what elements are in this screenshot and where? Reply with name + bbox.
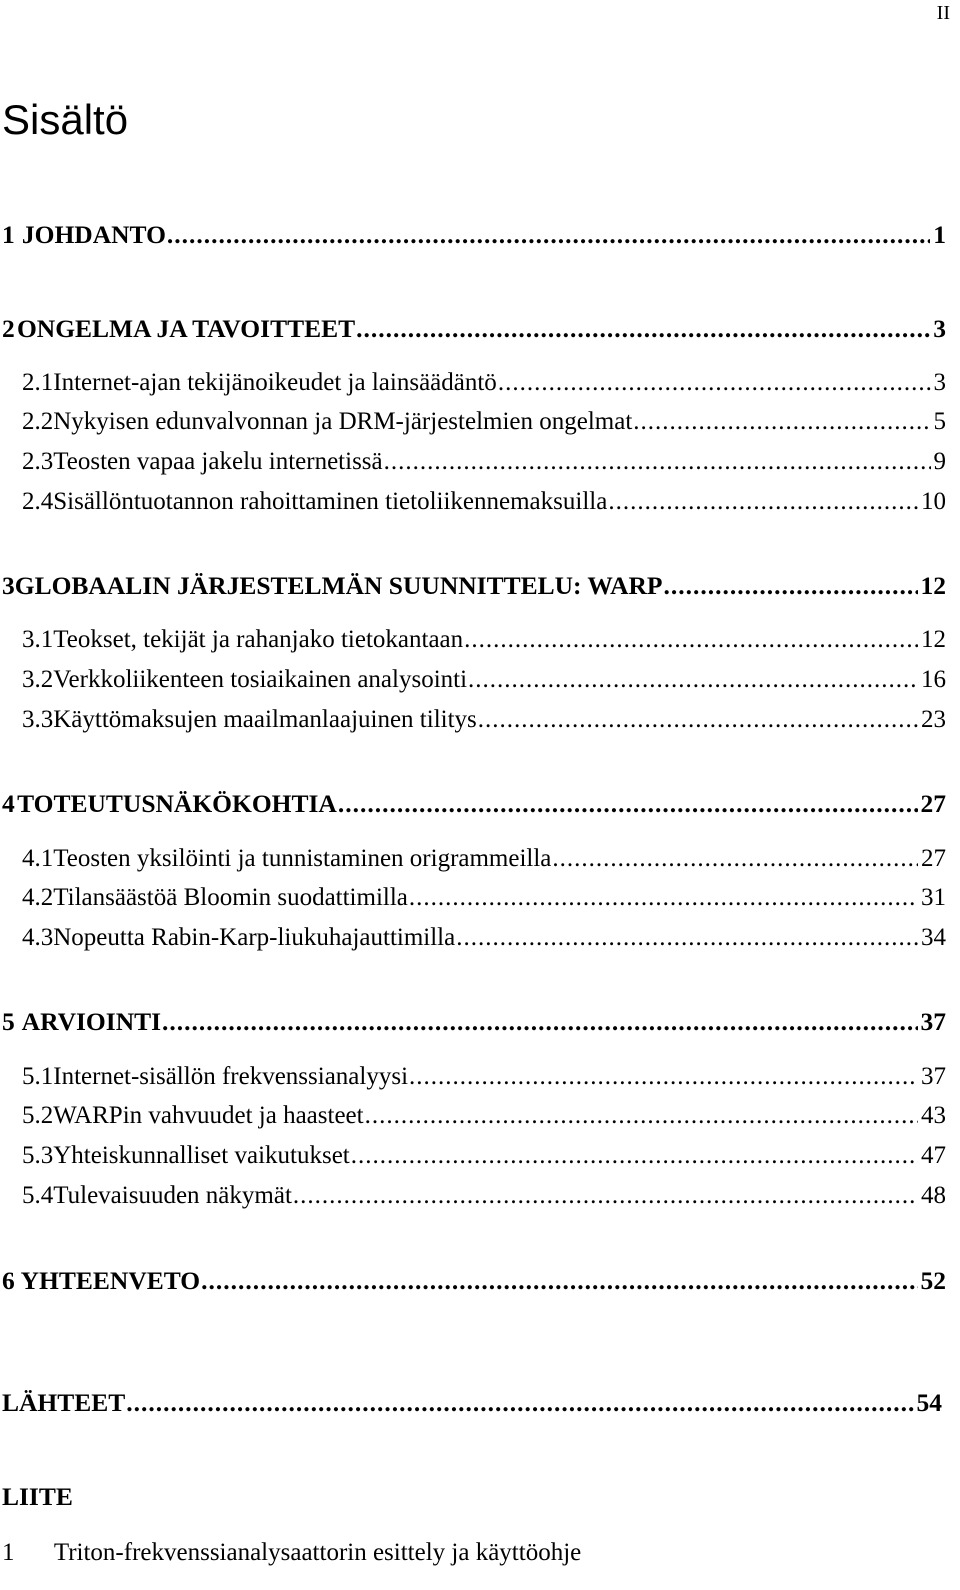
dot-leader — [384, 445, 931, 479]
toc-entry-chapter-5[interactable] — [2, 1005, 946, 1039]
toc-label: Tilansäästöä Bloomin suodattimilla — [53, 884, 408, 911]
toc-page: 27 — [920, 789, 946, 818]
toc-entry-section-2-2[interactable] — [22, 405, 946, 439]
toc-page: 3 — [933, 314, 946, 343]
dot-leader — [468, 663, 918, 697]
toc-page: 12 — [921, 626, 946, 653]
toc-number: 2.2 — [22, 408, 54, 435]
dot-leader — [409, 881, 918, 915]
toc-entry-section-4-3[interactable] — [22, 921, 946, 955]
toc-number: 4 — [2, 789, 15, 818]
toc-entry-section-5-2[interactable] — [22, 1099, 946, 1133]
toc-number: 2.4 — [22, 488, 54, 515]
toc-entry-chapter-4[interactable] — [2, 787, 946, 821]
toc-label: LÄHTEET — [2, 1388, 126, 1417]
toc-page: 5 — [933, 408, 946, 435]
toc-number: 5.4 — [22, 1182, 54, 1209]
toc-number: 1 — [2, 1539, 15, 1566]
dot-leader — [126, 1386, 913, 1420]
toc-page: 3 — [933, 369, 946, 396]
toc-label: Sisällöntuotannon rahoittaminen tietoliikennemaksuilla — [53, 488, 608, 515]
dot-leader — [409, 1060, 918, 1094]
toc-label: JOHDANTO — [21, 220, 166, 249]
toc-entry-section-2-1[interactable] — [22, 366, 946, 400]
toc-page: 23 — [921, 706, 946, 733]
toc-number: 1 — [2, 220, 15, 249]
toc-number: 6 — [2, 1266, 15, 1295]
dot-leader — [608, 485, 918, 519]
toc-label: Internet-sisällön frekvenssianalyysi — [53, 1063, 409, 1090]
toc-number: 2.1 — [22, 369, 54, 396]
dot-leader — [338, 787, 918, 821]
toc-entry-section-4-1[interactable] — [22, 842, 946, 876]
toc-entry-section-3-1[interactable] — [22, 623, 946, 657]
toc-label: Nopeutta Rabin-Karp-liukuhajauttimilla — [53, 924, 456, 951]
toc-entry-chapter-1[interactable] — [2, 218, 946, 252]
toc-label: Teosten yksilöinti ja tunnistaminen origrammeilla — [53, 845, 552, 872]
toc-label: Verkkoliikenteen tosiaikainen analysointi — [53, 666, 468, 693]
dot-leader — [351, 1139, 918, 1173]
toc-page: 31 — [921, 884, 946, 911]
toc-label: Käyttömaksujen maailmanlaajuinen tilitys — [53, 706, 477, 733]
toc-label: ARVIOINTI — [21, 1007, 162, 1036]
dot-leader — [293, 1179, 918, 1213]
toc-entry-section-2-3[interactable] — [22, 445, 946, 479]
toc-page: 37 — [920, 1007, 946, 1036]
toc-entry-section-3-3[interactable] — [22, 703, 946, 737]
toc-page: 52 — [920, 1266, 946, 1295]
dot-leader — [167, 218, 930, 252]
toc-page: 54 — [916, 1388, 942, 1417]
toc-page: 10 — [921, 488, 946, 515]
dot-leader — [356, 312, 930, 346]
dot-leader — [664, 569, 918, 603]
toc-number: 4.1 — [22, 845, 54, 872]
dot-leader — [552, 842, 918, 876]
toc-label: Teokset, tekijät ja rahanjako tietokantaan — [53, 626, 464, 653]
toc-entry-section-2-4[interactable] — [22, 485, 946, 519]
toc-entry-section-5-1[interactable] — [22, 1060, 946, 1094]
toc-label: Triton-frekvenssianalysaattorin esittely ja käyttöohje — [53, 1539, 582, 1566]
toc-page: 1 — [933, 220, 946, 249]
page-title: Sisältö — [2, 96, 129, 143]
toc-page: 12 — [920, 571, 946, 600]
toc-label: YHTEENVETO — [20, 1266, 201, 1295]
toc-page: 16 — [921, 666, 946, 693]
dot-leader — [162, 1005, 917, 1039]
toc-number: 2.3 — [22, 448, 54, 475]
toc-page: 47 — [921, 1142, 946, 1169]
toc-entry-section-5-4[interactable] — [22, 1179, 946, 1213]
toc-page: 43 — [921, 1102, 946, 1129]
toc-label: WARPin vahvuudet ja haasteet — [53, 1102, 364, 1129]
toc-number: 5 — [2, 1007, 15, 1036]
toc-number: 4.3 — [22, 924, 54, 951]
toc-entry-appendix-1[interactable] — [2, 1536, 581, 1570]
dot-leader — [478, 703, 918, 737]
toc-label: Tulevaisuuden näkymät — [53, 1182, 292, 1209]
toc-number: 5.2 — [22, 1102, 54, 1129]
toc-label: GLOBAALIN JÄRJESTELMÄN SUUNNITTELU: WARP — [14, 571, 663, 600]
toc-entry-references[interactable] — [2, 1386, 942, 1420]
dot-leader — [633, 405, 930, 439]
dot-leader — [201, 1264, 917, 1298]
page-number: II — [936, 2, 950, 24]
appendix-heading: LIITE — [2, 1482, 73, 1511]
toc-entry-section-4-2[interactable] — [22, 881, 946, 915]
toc-label: Yhteiskunnalliset vaikutukset — [53, 1142, 350, 1169]
dot-leader — [456, 921, 918, 955]
toc-page: 27 — [921, 845, 946, 872]
toc-label: TOTEUTUSNÄKÖKOHTIA — [17, 789, 337, 818]
toc-entry-chapter-2[interactable] — [2, 312, 946, 346]
toc-entry-section-5-3[interactable] — [22, 1139, 946, 1173]
toc-number: 3.3 — [22, 706, 54, 733]
toc-entry-chapter-3[interactable] — [2, 569, 946, 603]
toc-page: 9 — [933, 448, 946, 475]
dot-leader — [464, 623, 918, 657]
toc-page: 34 — [921, 924, 946, 951]
toc-number: 5.3 — [22, 1142, 54, 1169]
toc-label: Teosten vapaa jakelu internetissä — [53, 448, 383, 475]
toc-number: 3 — [2, 571, 15, 600]
dot-leader — [365, 1099, 918, 1133]
toc-number: 5.1 — [22, 1063, 54, 1090]
toc-label: Internet-ajan tekijänoikeudet ja lainsäädäntö — [53, 369, 497, 396]
toc-number: 2 — [2, 314, 15, 343]
toc-entry-section-3-2[interactable] — [22, 663, 946, 697]
toc-label: ONGELMA JA TAVOITTEET — [16, 314, 356, 343]
toc-number: 4.2 — [22, 884, 54, 911]
toc-number: 3.2 — [22, 666, 54, 693]
dot-leader — [498, 366, 931, 400]
toc-label: Nykyisen edunvalvonnan ja DRM-järjestelmien ongelmat — [53, 408, 633, 435]
toc-page: 48 — [921, 1182, 946, 1209]
toc-page: 37 — [921, 1063, 946, 1090]
toc-entry-chapter-6[interactable] — [2, 1264, 946, 1298]
toc-number: 3.1 — [22, 626, 54, 653]
